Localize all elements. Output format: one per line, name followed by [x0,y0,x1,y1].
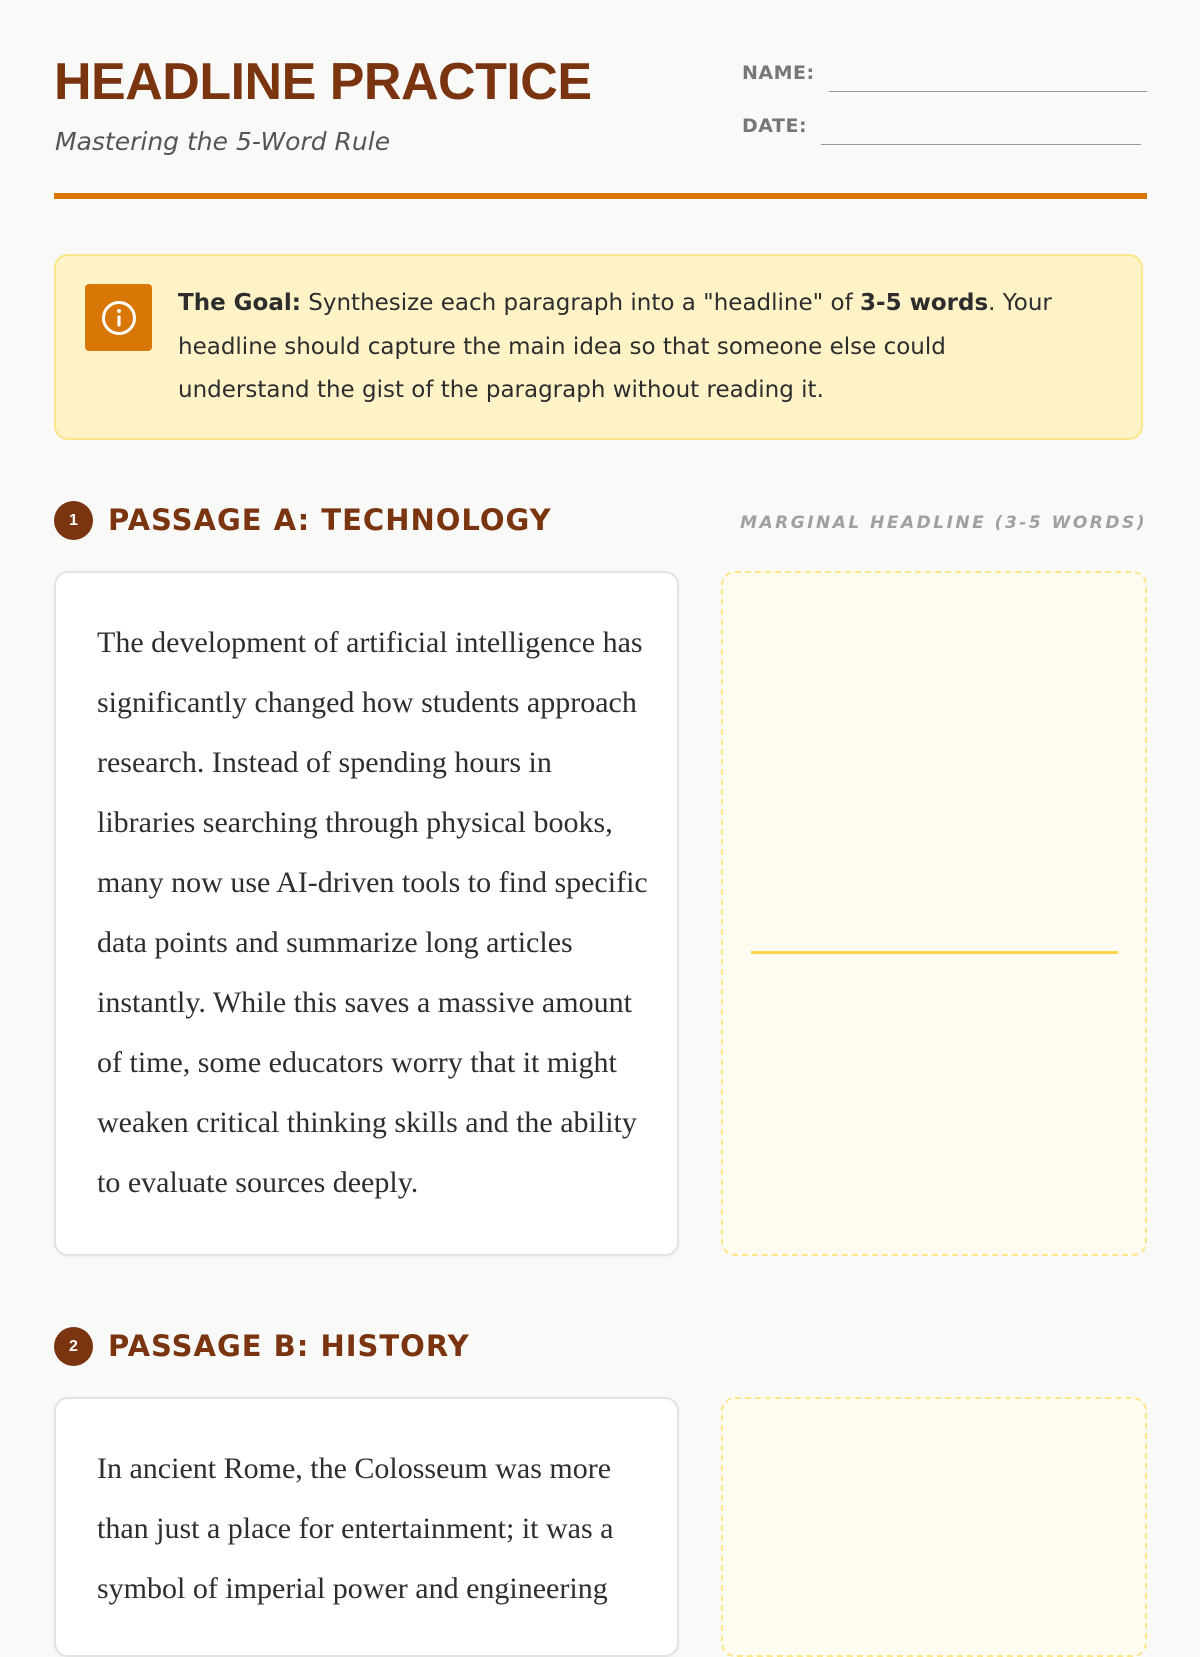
date-field [742,115,1141,137]
section-head-passage-a [54,501,1147,541]
goal-text-after: . Your headline should capture the main idea so that someone else could understand the gist of the paragraph without reading it. [178,290,1052,403]
goal-emphasis: 3-5 words [860,290,989,316]
passage-text: The development of artificial intelligence has significantly changed how students approach research. Instead of spending hours in libraries searching through physical books, many now use AI-driven tools to find specific data points and summarize long articles instantly. While this saves a massive amount of time, some educators worry that it might weaken critical thinking skills and the ability to evaluate sources deeply. [97,626,648,1199]
date-label: DATE: [742,115,808,137]
section-number-badge: 1 [54,501,93,540]
page-title: HEADLINE PRACTICE [54,53,592,111]
headline-answer-box-a[interactable] [721,571,1147,1256]
goal-lead: The Goal: [178,290,301,316]
goal-text-before: Synthesize each paragraph into a "headline" of [300,290,861,316]
headline-answer-box-b[interactable] [721,1397,1147,1657]
passage-card-b [54,1397,679,1657]
section-title: PASSAGE B: HISTORY [108,1329,470,1363]
worksheet-header [54,0,1147,200]
headline-writing-line [751,951,1118,954]
section-number-badge: 2 [54,1327,93,1366]
date-input-line[interactable] [821,143,1141,145]
goal-text [178,282,1078,413]
name-field [742,62,1147,84]
name-label: NAME: [742,62,815,84]
section-head-passage-b [54,1327,1147,1367]
passage-text: In ancient Rome, the Colosseum was more than just a place for entertainment; it was a symbol of imperial power and engineering [97,1452,614,1605]
passage-card-a [54,571,679,1256]
worksheet-page [54,0,1147,1605]
marginal-headline-label: MARGINAL HEADLINE (3-5 WORDS) [740,513,1147,533]
header-divider [54,193,1147,199]
section-title: PASSAGE A: TECHNOLOGY [108,503,552,537]
goal-callout [54,254,1143,440]
name-input-line[interactable] [829,90,1147,92]
page-subtitle: Mastering the 5-Word Rule [55,127,391,156]
info-icon [85,284,152,351]
